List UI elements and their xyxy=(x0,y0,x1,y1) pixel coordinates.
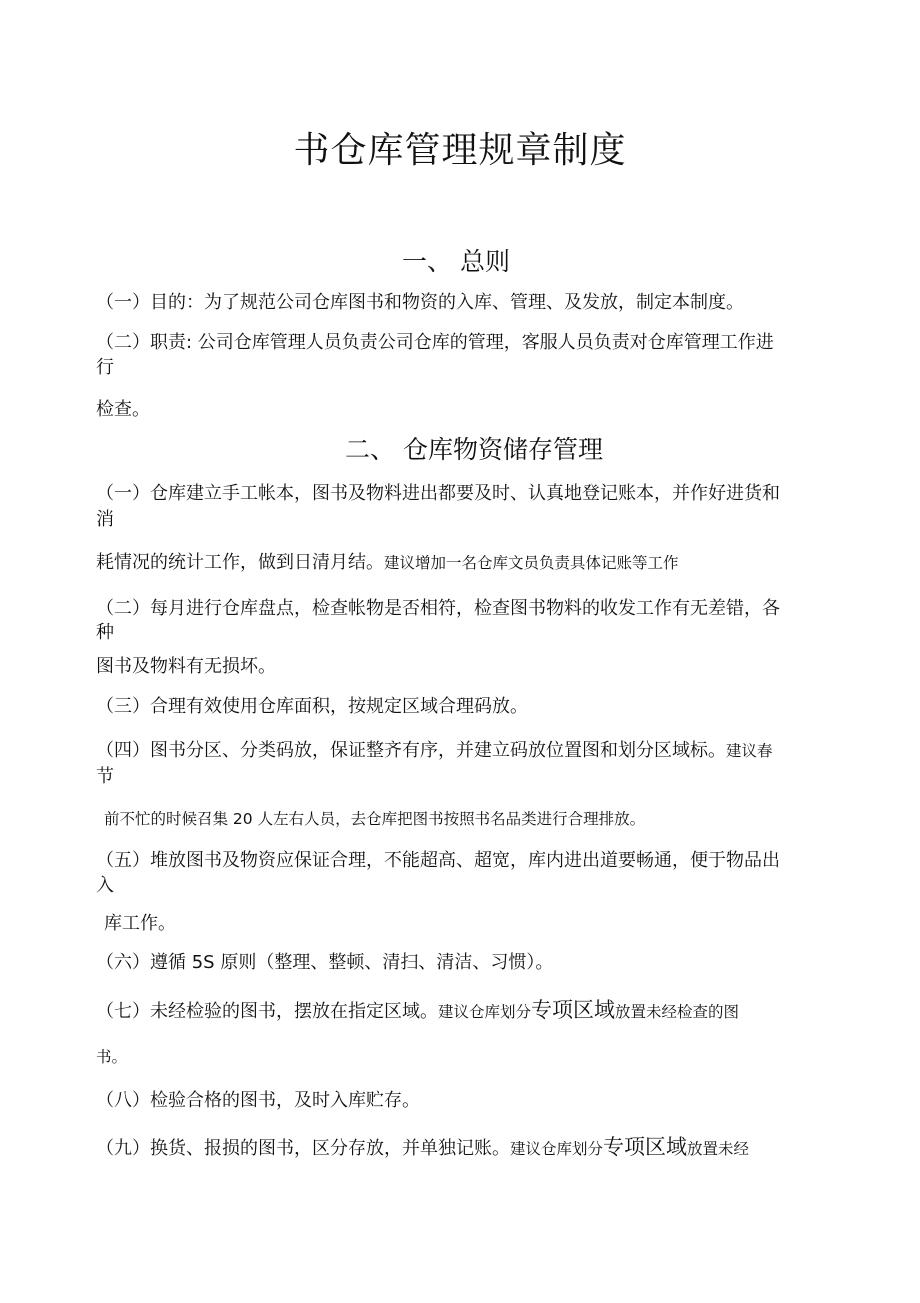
item-5-wrap: 入 xyxy=(96,875,114,896)
item-4-wrap: 节 xyxy=(96,766,114,787)
item-9-emphasis: 专项区域 xyxy=(603,1135,688,1159)
item-7 xyxy=(96,998,739,1024)
item-4 xyxy=(96,739,773,763)
item-1-suggestion: 建议增加一名仓库文员负责具体记账等工作 xyxy=(384,554,679,572)
item-9-suggestion-end: 放置未经 xyxy=(687,1140,750,1158)
item-4-cont: 前不忙的时候召集 20 人左右人员，去仓库把图书按照书名品类进行合理排放。 xyxy=(104,810,646,828)
item-2: （二）每月进行仓库盘点，检查帐物是否相符，检查图书物料的收发工作有无差错，各 xyxy=(96,598,780,619)
item-9 xyxy=(96,1135,749,1161)
item-6: （六）遵循 5S 原则（整理、整顿、清扫、清洁、习惯）。 xyxy=(96,952,554,973)
item-9-suggestion: 建议仓库划分 xyxy=(510,1140,604,1158)
item-1-cont xyxy=(96,551,679,575)
item-1: （一）仓库建立手工帐本，图书及物料进出都要及时、认真地登记账本，并作好进货和 xyxy=(96,483,780,504)
item-7-text: （七）未经检验的图书，摆放在指定区域。 xyxy=(96,1001,438,1022)
item-4-text: （四）图书分区、分类码放，保证整齐有序，并建立码放位置图和划分区域标。 xyxy=(96,740,726,761)
item-5-cont: 库工作。 xyxy=(104,913,176,934)
item-9-text: （九）换货、报损的图书，区分存放，并单独记账。 xyxy=(96,1138,510,1159)
item-2-cont: 图书及物料有无损坏。 xyxy=(96,656,276,677)
item-1-text: 耗情况的统计工作，做到日清月结。 xyxy=(96,552,384,573)
item-7-wrap: 书。 xyxy=(96,1048,128,1066)
item-1-wrap: 消 xyxy=(96,509,114,530)
paragraph-duty-end: 检查。 xyxy=(96,399,150,420)
item-3: （三）合理有效使用仓库面积，按规定区域合理码放。 xyxy=(96,696,528,717)
item-5: （五）堆放图书及物资应保证合理，不能超高、超宽，库内进出道要畅通，便于物品出 xyxy=(96,850,780,871)
paragraph-duty-wrap: 行 xyxy=(96,357,114,378)
section-heading-general: 一、 总则 xyxy=(402,247,510,276)
document-title: 书仓库管理规章制度 xyxy=(293,130,627,171)
item-2-wrap: 种 xyxy=(96,622,114,643)
item-4-suggestion: 建议春 xyxy=(726,742,773,760)
section-heading-storage: 二、 仓库物资储存管理 xyxy=(345,435,603,464)
item-7-emphasis: 专项区域 xyxy=(531,998,616,1022)
item-8: （八）检验合格的图书，及时入库贮存。 xyxy=(96,1090,420,1111)
paragraph-duty: （二）职责: 公司仓库管理人员负责公司仓库的管理，客服人员负责对仓库管理工作进 xyxy=(96,332,774,353)
item-7-suggestion-end: 放置未经检查的图 xyxy=(615,1003,740,1021)
paragraph-purpose: （一）目的：为了规范公司仓库图书和物资的入库、管理、及发放，制定本制度。 xyxy=(96,292,744,313)
item-7-suggestion: 建议仓库划分 xyxy=(438,1003,532,1021)
